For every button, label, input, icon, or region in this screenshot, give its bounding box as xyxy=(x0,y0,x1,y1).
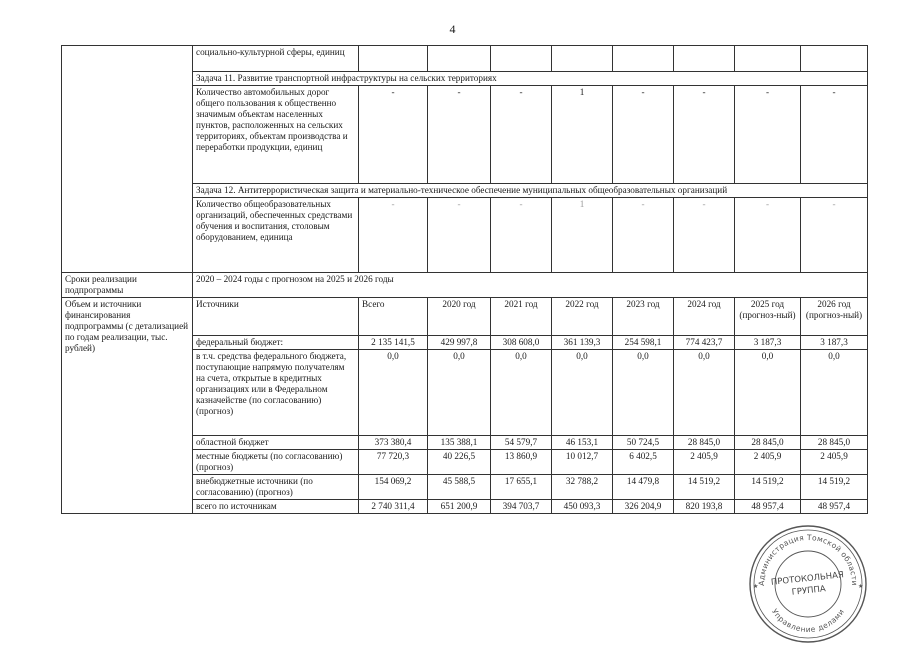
finance-value: 14 519,2 xyxy=(801,475,868,500)
timeline-value: 2020 – 2024 годы с прогнозом на 2025 и 2026 годы xyxy=(193,273,868,298)
column-header: 2025 год (прогноз-ный) xyxy=(735,298,801,336)
indicator-value: - xyxy=(613,198,674,273)
finance-value: 0,0 xyxy=(491,350,552,436)
finance-value: 10 012,7 xyxy=(552,450,613,475)
indicator-value: - xyxy=(801,198,868,273)
indicator-name: Количество автомобильных дорог общего пользования к общественно значимым объектам населенных пунктов, расположенных на сельских территориях, объектам производства и переработки продукции, единиц xyxy=(193,86,359,184)
finance-value: 2 740 311,4 xyxy=(359,500,428,514)
column-header: 2026 год (прогноз-ный) xyxy=(801,298,868,336)
column-header: 2022 год xyxy=(552,298,613,336)
finance-value: 14 519,2 xyxy=(674,475,735,500)
finance-value: 6 402,5 xyxy=(613,450,674,475)
table-row xyxy=(62,46,868,72)
indicator-value: - xyxy=(613,86,674,184)
finance-value: 17 655,1 xyxy=(491,475,552,500)
indicator-value: - xyxy=(359,86,428,184)
stamp-ring-top: Администрация Томской области xyxy=(756,532,860,586)
finance-value: 135 388,1 xyxy=(428,436,491,450)
finance-value: 77 720,3 xyxy=(359,450,428,475)
source-name: внебюджетные источники (по согласованию) (прогноз) xyxy=(193,475,359,500)
indicator-name: социально-культурной сферы, единиц xyxy=(193,46,359,72)
finance-value: 0,0 xyxy=(613,350,674,436)
finance-value: 28 845,0 xyxy=(801,436,868,450)
indicator-value: - xyxy=(735,86,801,184)
finance-value: 14 519,2 xyxy=(735,475,801,500)
finance-value: 28 845,0 xyxy=(674,436,735,450)
finance-value: 373 380,4 xyxy=(359,436,428,450)
finance-value: 14 479,8 xyxy=(613,475,674,500)
finance-value: 429 997,8 xyxy=(428,336,491,350)
finance-value: 820 193,8 xyxy=(674,500,735,514)
finance-value: 450 093,3 xyxy=(552,500,613,514)
indicator-value: - xyxy=(735,198,801,273)
timeline-label: Сроки реализации подпрограммы xyxy=(62,273,193,298)
column-header: 2020 год xyxy=(428,298,491,336)
finance-value: 3 187,3 xyxy=(801,336,868,350)
source-name: областной бюджет xyxy=(193,436,359,450)
task-11-title: Задача 11. Развитие транспортной инфраструктуры на сельских территориях xyxy=(193,72,868,86)
finance-value: 326 204,9 xyxy=(613,500,674,514)
svg-text:★: ★ xyxy=(858,584,864,590)
column-header: 2024 год xyxy=(674,298,735,336)
indicator-value: - xyxy=(428,198,491,273)
finance-value: 32 788,2 xyxy=(552,475,613,500)
indicator-value: 1 xyxy=(552,198,613,273)
finance-value: 2 405,9 xyxy=(735,450,801,475)
finance-label: Объем и источники финансирования подпрограммы (с детализацией по годам реализации, тыс. рублей) xyxy=(62,298,193,514)
official-stamp xyxy=(744,520,872,648)
finance-value: 308 608,0 xyxy=(491,336,552,350)
finance-value: 0,0 xyxy=(801,350,868,436)
indicator-value: - xyxy=(491,86,552,184)
finance-value: 0,0 xyxy=(428,350,491,436)
finance-value: 46 153,1 xyxy=(552,436,613,450)
column-header: Источники xyxy=(193,298,359,336)
source-name: в т.ч. средства федерального бюджета, поступающие напрямую получателям на счета, открытые в кредитных организациях или в Федеральном казначействе (по согласованию) (прогноз) xyxy=(193,350,359,436)
indicator-value: - xyxy=(674,198,735,273)
finance-value: 651 200,9 xyxy=(428,500,491,514)
finance-value: 50 724,5 xyxy=(613,436,674,450)
finance-value: 45 588,5 xyxy=(428,475,491,500)
finance-value: 40 226,5 xyxy=(428,450,491,475)
source-name: всего по источникам xyxy=(193,500,359,514)
finance-value: 2 135 141,5 xyxy=(359,336,428,350)
finance-value: 361 139,3 xyxy=(552,336,613,350)
indicator-value: - xyxy=(674,86,735,184)
finance-value: 3 187,3 xyxy=(735,336,801,350)
finance-value: 254 598,1 xyxy=(613,336,674,350)
source-name: местные бюджеты (по согласованию) (прогноз) xyxy=(193,450,359,475)
finance-value: 0,0 xyxy=(735,350,801,436)
empty-label-cell xyxy=(62,46,193,273)
svg-text:ГРУППА: ГРУППА xyxy=(791,584,827,598)
finance-value: 0,0 xyxy=(552,350,613,436)
indicator-value: 1 xyxy=(552,86,613,184)
finance-value: 0,0 xyxy=(359,350,428,436)
finance-value: 154 069,2 xyxy=(359,475,428,500)
indicator-value: - xyxy=(428,86,491,184)
finance-value: 394 703,7 xyxy=(491,500,552,514)
stamp-ring-bottom: Управление делами xyxy=(769,607,847,635)
svg-text:★: ★ xyxy=(753,584,759,590)
finance-value: 48 957,4 xyxy=(801,500,868,514)
finance-value: 28 845,0 xyxy=(735,436,801,450)
column-header: Всего xyxy=(359,298,428,336)
finance-value: 54 579,7 xyxy=(491,436,552,450)
indicator-value: - xyxy=(491,198,552,273)
column-header: 2023 год xyxy=(613,298,674,336)
finance-value: 48 957,4 xyxy=(735,500,801,514)
finance-value: 2 405,9 xyxy=(674,450,735,475)
source-name: федеральный бюджет: xyxy=(193,336,359,350)
finance-header-row xyxy=(62,298,868,336)
svg-text:ПРОТОКОЛЬНАЯ: ПРОТОКОЛЬНАЯ xyxy=(770,570,845,588)
finance-value: 2 405,9 xyxy=(801,450,868,475)
finance-value: 0,0 xyxy=(674,350,735,436)
page-number: 4 xyxy=(449,22,456,36)
task-12-title: Задача 12. Антитеррористическая защита и материально-техническое обеспечение муниципальных общеобразовательных организаций xyxy=(193,184,868,198)
subprogram-passport-table xyxy=(61,45,868,514)
indicator-value: - xyxy=(801,86,868,184)
column-header: 2021 год xyxy=(491,298,552,336)
finance-value: 774 423,7 xyxy=(674,336,735,350)
timeline-row xyxy=(62,273,868,298)
svg-text:Управление делами xyxy=(770,607,846,634)
indicator-value: - xyxy=(359,198,428,273)
indicator-name: Количество общеобразовательных организаций, обеспеченных средствами обучения и воспитания, столовым оборудованием, единица xyxy=(193,198,359,273)
finance-value: 13 860,9 xyxy=(491,450,552,475)
